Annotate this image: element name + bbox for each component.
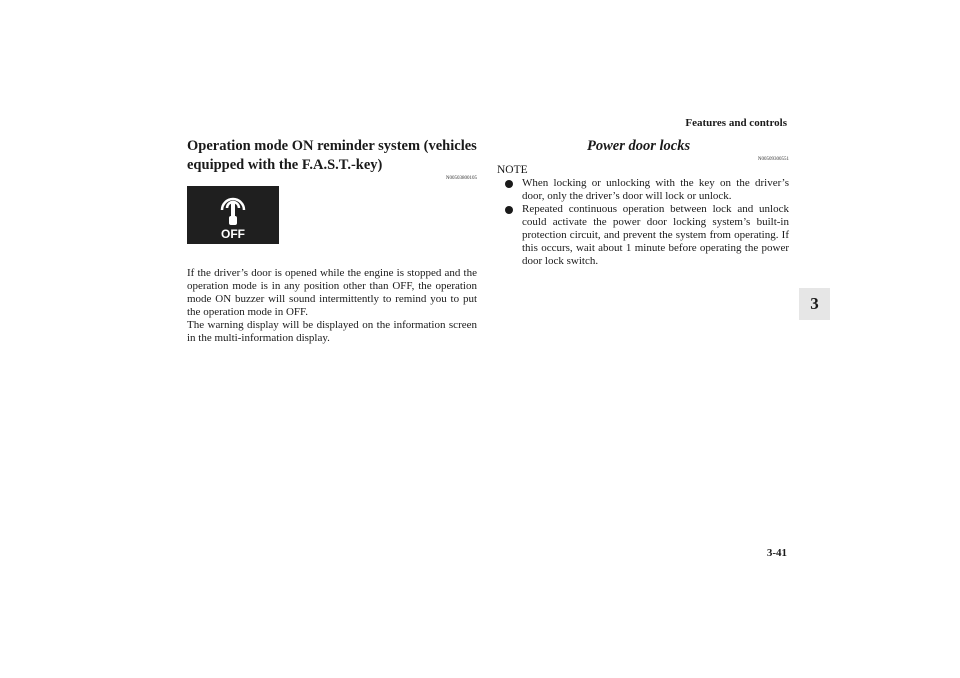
left-column xyxy=(187,137,477,345)
section-code: N00503800105 xyxy=(445,176,477,181)
page-number: 3-41 xyxy=(766,547,787,559)
list-item xyxy=(497,203,789,268)
reminder-paragraph: If the driver’s door is opened while the engine is stopped and the operation mode is in any position other than OFF, the operation mode ON buzzer will sound intermittently to remind you to put the operation mode in OFF. xyxy=(187,267,477,318)
reminder-paragraph: The warning display will be displayed on the information screen in the multi-information display. xyxy=(187,319,477,344)
note-label: NOTE xyxy=(497,164,528,176)
bullet-icon xyxy=(505,206,513,214)
chapter-tab xyxy=(799,288,830,320)
notes-list xyxy=(497,177,789,268)
operation-mode-reminder-title: Operation mode ON reminder system (vehicles equipped with the F.A.S.T.-key) xyxy=(187,138,477,173)
chapter-tab-label: 3 xyxy=(810,294,819,313)
note-text: When locking or unlocking with the key on the driver’s door, only the driver’s door will lock or unlock. xyxy=(522,177,789,202)
right-column xyxy=(497,137,789,268)
operation-mode-off-icon xyxy=(187,186,279,244)
note-text: Repeated continuous operation between lock and unlock could activate the power door locking system’s built-in protection circuit, and prevent the system from operating. If this occurs, wait about 1 minute before operating the power door lock switch. xyxy=(522,203,789,267)
hand-push-icon xyxy=(216,190,250,226)
chapter-header: Features and controls xyxy=(685,117,787,129)
power-door-locks-title: Power door locks xyxy=(587,138,691,154)
bullet-icon xyxy=(505,180,513,188)
list-item xyxy=(497,177,789,203)
off-label: OFF xyxy=(221,227,245,241)
reminder-description xyxy=(187,267,477,345)
section-code: N00509300551 xyxy=(757,157,789,162)
